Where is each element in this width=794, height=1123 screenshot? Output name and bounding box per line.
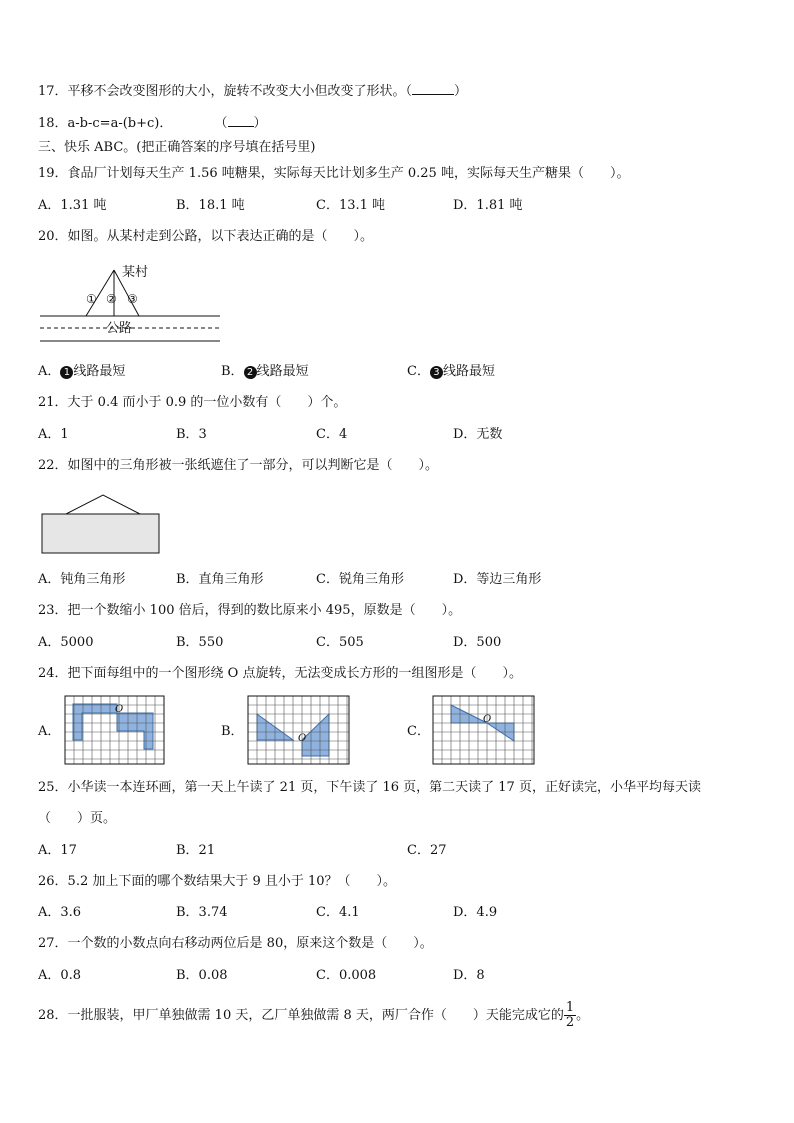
question-21-text: 21．大于 0.4 而小于 0.9 的一位小数有（ ）个。 bbox=[38, 395, 347, 410]
option-b[interactable]: B． bbox=[221, 724, 244, 739]
option-c[interactable]: C．505 bbox=[316, 635, 364, 650]
option-a[interactable]: A．钝角三角形 bbox=[38, 572, 126, 587]
option-a[interactable]: A．1 bbox=[38, 427, 69, 442]
question-27-text: 27．一个数的小数点向右移动两位后是 80，原来这个数是（ ）。 bbox=[38, 936, 433, 951]
covered-triangle-figure bbox=[40, 493, 162, 557]
route-2-label: ② bbox=[106, 292, 117, 306]
option-c[interactable]: C．4.1 bbox=[316, 905, 360, 920]
village-road-figure bbox=[36, 258, 226, 350]
option-b[interactable]: B．18.1 吨 bbox=[176, 198, 245, 213]
grid-figure-c bbox=[432, 695, 538, 767]
question-17: 17．平移不会改变图形的大小，旋转不改变大小但改变了形状。（ ） bbox=[38, 84, 468, 99]
option-c[interactable]: C．27 bbox=[407, 843, 447, 858]
option-a[interactable]: A．0.8 bbox=[38, 968, 82, 983]
option-a[interactable]: A． 1 线路最短 bbox=[38, 364, 126, 379]
question-28: 28．一批服装，甲厂单独做需 10 天，乙厂单独做需 8 天，两厂合作（ ）天能完成它的 $\frac{1}{2}$ 。 bbox=[38, 1000, 590, 1030]
option-b[interactable]: B．550 bbox=[176, 635, 224, 650]
option-d[interactable]: D．无数 bbox=[453, 427, 503, 442]
road-label: 公路 bbox=[106, 321, 133, 336]
option-c[interactable]: C．锐角三角形 bbox=[316, 572, 404, 587]
village-label: 某村 bbox=[122, 265, 149, 280]
point-o-label: O bbox=[298, 733, 307, 744]
point-o-label: O bbox=[115, 704, 124, 715]
route-3-label: ③ bbox=[127, 292, 138, 306]
question-20-text: 20．如图。从某村走到公路，以下表达正确的是（ ）。 bbox=[38, 229, 374, 244]
answer-blank[interactable] bbox=[412, 82, 454, 95]
grid-figure-a bbox=[64, 695, 168, 767]
option-c[interactable]: C．4 bbox=[316, 427, 348, 442]
option-b[interactable]: B．直角三角形 bbox=[176, 572, 264, 587]
circled-number: 1 bbox=[60, 366, 73, 379]
question-18-text: 18．a-b-c=a-(b+c)． bbox=[38, 116, 173, 131]
answer-blank[interactable] bbox=[228, 114, 254, 127]
question-23-text: 23．把一个数缩小 100 倍后，得到的数比原来小 495，原数是（ ）。 bbox=[38, 603, 462, 618]
question-25-text: 25．小华读一本连环画，第一天上午读了 21 页，下午读了 16 页，第二天读了 17 页，正好读完，小华平均每天读 bbox=[38, 780, 701, 795]
option-c[interactable]: C．0.008 bbox=[316, 968, 377, 983]
question-24-text: 24．把下面每组中的一个图形绕 O 点旋转，无法变成长方形的一组图形是（ ）。 bbox=[38, 666, 522, 681]
circled-number: 3 bbox=[430, 366, 443, 379]
question-19-text: 19．食品厂计划每天生产 1.56 吨糖果，实际每天比计划多生产 0.25 吨，实际每天生产糖果（ ）。 bbox=[38, 166, 630, 181]
section-3-title: 三、快乐 ABC。(把正确答案的序号填在括号里) bbox=[38, 140, 316, 155]
fraction: $\frac{1}{2}$ bbox=[565, 1000, 575, 1030]
option-b[interactable]: B．3 bbox=[176, 427, 207, 442]
option-d[interactable]: D．500 bbox=[453, 635, 502, 650]
option-a[interactable]: A．17 bbox=[38, 843, 77, 858]
point-o-label: O bbox=[483, 714, 492, 725]
grid-figure-b bbox=[247, 695, 353, 767]
option-b[interactable]: B．21 bbox=[176, 843, 216, 858]
question-22-text: 22．如图中的三角形被一张纸遮住了一部分，可以判断它是（ ）。 bbox=[38, 458, 439, 473]
question-25-text-cont: （ ）页。 bbox=[38, 811, 117, 826]
option-d[interactable]: D．4.9 bbox=[453, 905, 498, 920]
option-d[interactable]: D．8 bbox=[453, 968, 485, 983]
option-a[interactable]: A．5000 bbox=[38, 635, 94, 650]
option-b[interactable]: B．0.08 bbox=[176, 968, 228, 983]
question-18: 18．a-b-c=a-(b+c)． （ ） bbox=[38, 116, 267, 131]
option-d[interactable]: D．等边三角形 bbox=[453, 572, 542, 587]
option-a[interactable]: A．3.6 bbox=[38, 905, 82, 920]
option-c[interactable]: C． 3 线路最短 bbox=[407, 364, 495, 379]
option-b[interactable]: B． 2 线路最短 bbox=[221, 364, 309, 379]
option-d[interactable]: D．1.81 吨 bbox=[453, 198, 523, 213]
question-17-text: 17．平移不会改变图形的大小，旋转不改变大小但改变了形状。（ bbox=[38, 84, 413, 99]
option-c[interactable]: C． bbox=[407, 724, 430, 739]
option-a[interactable]: A． bbox=[38, 724, 61, 739]
option-b[interactable]: B．3.74 bbox=[176, 905, 228, 920]
option-a[interactable]: A．1.31 吨 bbox=[38, 198, 107, 213]
question-26-text: 26．5.2 加上下面的哪个数结果大于 9 且小于 10？（ ）。 bbox=[38, 874, 397, 889]
route-1-label: ① bbox=[86, 292, 97, 306]
question-28-text: 28．一批服装，甲厂单独做需 10 天，乙厂单独做需 8 天，两厂合作（ ）天能完成它的 bbox=[38, 1008, 564, 1023]
circled-number: 2 bbox=[244, 366, 257, 379]
option-c[interactable]: C．13.1 吨 bbox=[316, 198, 386, 213]
